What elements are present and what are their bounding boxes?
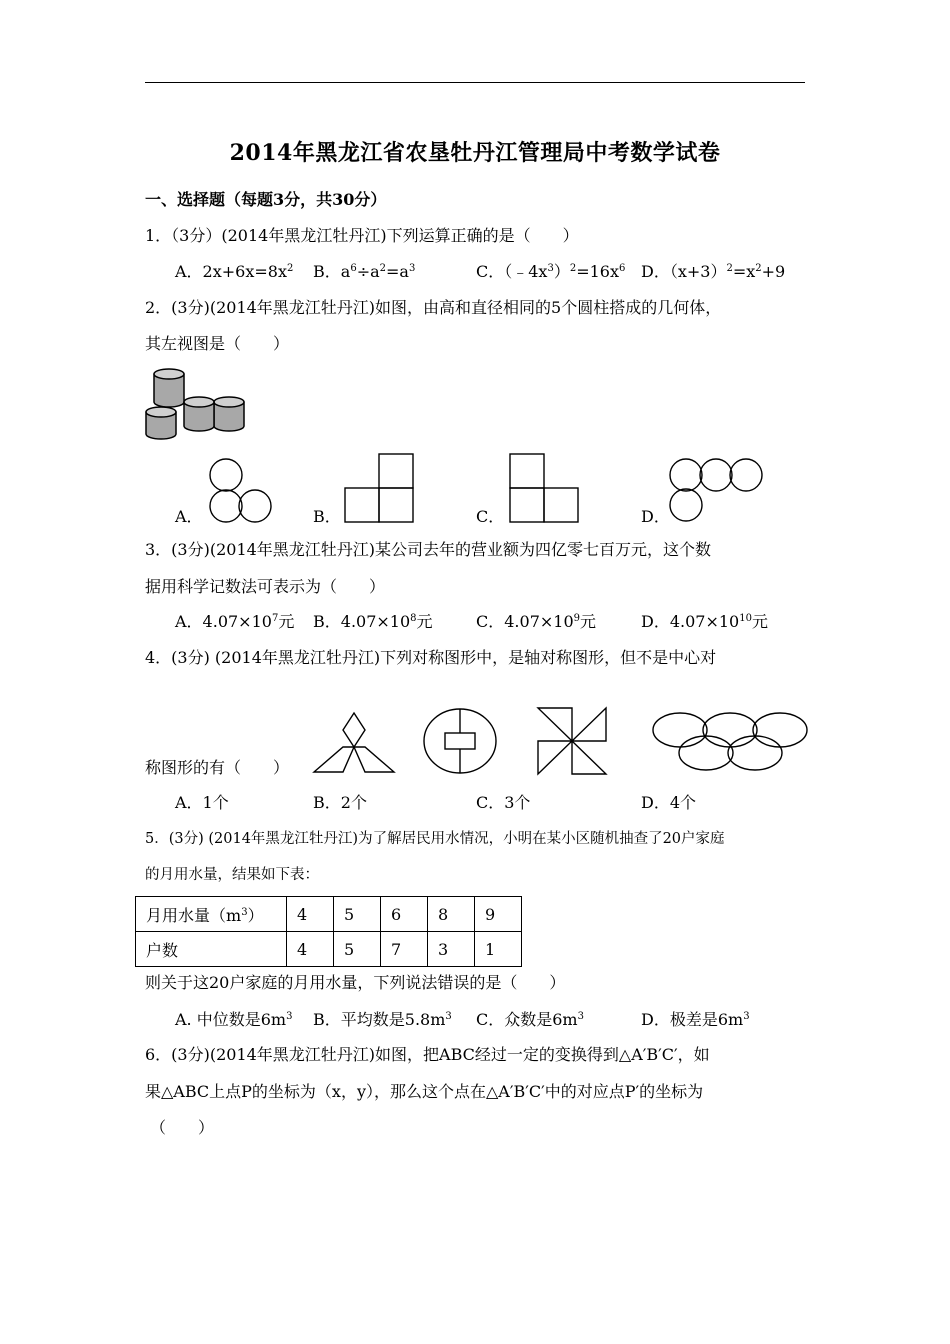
table-header-cell: 月用水量$(m^3)$: [136, 897, 287, 932]
q2-label-d: D．: [641, 507, 670, 526]
section-heading: 一、选择题（每题3分，共30分）: [145, 190, 387, 209]
q2-figure-d: [668, 455, 768, 525]
q4-stem-line2: 称图形的有（ ）: [145, 758, 290, 777]
q3-option-d: D．$4.07\times 10^{10}$元: [641, 612, 768, 631]
q2-stem-line1: 2．(3分)(2014年黑龙江牡丹江)如图，由高和直径相同的5个圆柱搭成的几何体，: [145, 298, 722, 317]
q2-figure-c: [508, 453, 583, 523]
water-usage-table: [135, 896, 522, 967]
q1-option-a: A．$2x+6x=8x^2$: [175, 262, 294, 281]
cylinders-figure: [140, 366, 250, 446]
q2-label-c: C．: [476, 507, 505, 526]
q6-stem-line3: （ ）: [150, 1118, 215, 1137]
q3-option-c: C．$4.07\times 10^9$元: [476, 612, 597, 631]
table-cell: 3: [428, 932, 475, 967]
q2-figure-a: [205, 455, 275, 525]
q3-stem-line2: 据用科学记数法可表示为（ ）: [145, 577, 386, 596]
q2-stem-line2: 其左视图是（ ）: [145, 334, 290, 353]
table-row: [136, 932, 522, 967]
q6-stem-line1: 6．(3分)(2014年黑龙江牡丹江)如图，把ABC经过一定的变换得到△A′B′C′，如: [145, 1045, 710, 1064]
table-cell: 6: [381, 897, 428, 932]
q5-stem-line1: 5．(3分) (2014年黑龙江牡丹江)为了解居民用水情况，小明在某小区随机抽查了20户家庭: [145, 831, 725, 847]
q4-figure-pinwheel: [534, 706, 614, 776]
q5-option-a: A. 中位数是$6m^3$: [175, 1010, 293, 1029]
table-cell: 8: [428, 897, 475, 932]
table-cell: 5: [334, 897, 381, 932]
q2-figure-b: [343, 453, 418, 523]
table-cell: 1: [475, 932, 522, 967]
q3-stem-line1: 3．(3分)(2014年黑龙江牡丹江)某公司去年的营业额为四亿零七百万元，这个数: [145, 540, 712, 559]
q2-label-a: A．: [175, 507, 203, 526]
q4-option-a: A．1个: [175, 793, 229, 812]
table-header-cell: 户数: [136, 932, 287, 967]
header-rule: [145, 82, 805, 83]
q5-stem-line2: 的月用水量，结果如下表：: [145, 867, 319, 883]
page-title: 2014年黑龙江省农垦牡丹江管理局中考数学试卷: [229, 140, 721, 166]
q2-label-b: B．: [313, 507, 341, 526]
q5-option-b: B．平均数是$5.8m^3$: [313, 1010, 452, 1029]
q4-option-b: B．2个: [313, 793, 367, 812]
q4-option-d: D．4个: [641, 793, 697, 812]
q6-stem-line2: 果△ABC上点P的坐标为（x，y），那么这个点在△A′B′C′中的对应点P′的坐标为: [145, 1082, 704, 1101]
q5-option-c: C．众数是$6m^3$: [476, 1010, 584, 1029]
q1-stem: 1．（3分）(2014年黑龙江牡丹江)下列运算正确的是（ ）: [145, 226, 579, 245]
table-cell: 7: [381, 932, 428, 967]
q1-option-d: D．$(x+3)^2=x^2+9$: [641, 262, 786, 281]
q3-option-a: A．$4.07\times 10^7$元: [175, 612, 295, 631]
q4-figure-rings: [650, 710, 810, 775]
q5-stem-line3: 则关于这20户家庭的月用水量，下列说法错误的是（ ）: [145, 973, 566, 992]
q4-option-c: C．3个: [476, 793, 531, 812]
table-row: [136, 897, 522, 932]
table-cell: 9: [475, 897, 522, 932]
table-cell: 4: [287, 897, 334, 932]
q3-option-b: B．$4.07\times 10^8$元: [313, 612, 433, 631]
q5-option-d: D．极差是$6m^3$: [641, 1010, 750, 1029]
q4-stem-line1: 4．(3分) (2014年黑龙江牡丹江)下列对称图形中，是轴对称图形，但不是中心对: [145, 648, 717, 667]
table-cell: 4: [287, 932, 334, 967]
q4-figure-diamonds: [310, 710, 400, 775]
q1-option-c: C．$(﹣4x^3)^2=16x^6$: [476, 262, 626, 281]
q4-figure-circle-rect: [422, 706, 502, 776]
q1-option-b: B．$a^6\div a^2=a^3$: [313, 262, 416, 281]
table-cell: 5: [334, 932, 381, 967]
